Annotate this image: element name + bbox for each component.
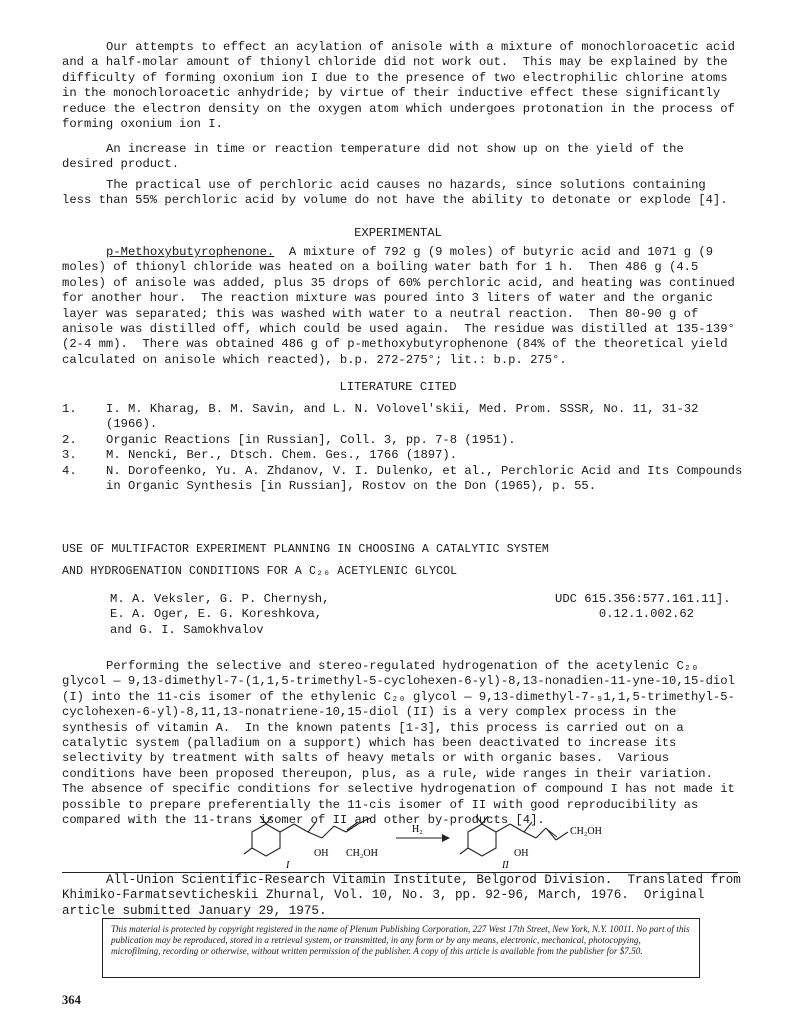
reference-text: M. Nencki, Ber., Dtsch. Chem. Ges., 1766 (1897). <box>106 448 458 462</box>
experimental-paragraph <box>62 245 742 368</box>
affiliation-footnote: All-Union Scientific-Research Vitamin Institute, Belgorod Division. Translated from Khimiko-Farmatsevticheskii Zhurnal, Vol. 10, No. 3, pp. 92-96, March, 1976. Original article submitted January 29, 1975. <box>62 873 749 918</box>
article-title-line-2: AND HYDROGENATION CONDITIONS FOR A C₂₀ ACETYLENIC GLYCOL <box>62 565 458 578</box>
article-body: Performing the selective and stereo-regulated hydrogenation of the acetylenic C₂₀ glycol — 9,13-dimethyl-7-(1,1,5-trimethyl-5-cyclohexen-6-yl)-8,13-nonadien-11-yne-10,15-diol (I) into the 11-cis isomer of the ethylenic C₂₀ glycol — 9,13-dimethyl-7-₉1,1,5-trimethyl-5-cyclohexen-6-yl)-8,11,13-nonatriene-10,15-diol (II) is a very complex process in the synthesis of vitamin A. In the known patents [1-3], this process is carried out on a catalytic system (palladium on a support) which has been deactivated to increase its selectivity by treatment with salts of heavy metals or with organic bases. Various conditions have been proposed thereupon, plus, as a rule, wide ranges in their variation. The absence of specific conditions for selective hydrogenation of compound I has not made it possible to prepare preferentially the 11-cis isomer of II with good reproducibility as compared with the 11-trans isomer of II and other by-products [4]. <box>62 659 743 828</box>
article-authors: M. A. Veksler, G. P. Chernysh, E. A. Oger, E. G. Koreshkova, and G. I. Samokhvalov <box>110 592 330 637</box>
reference-number: 2. <box>62 433 77 447</box>
compound-number-label: II <box>502 860 509 871</box>
experimental-body: A mixture of 792 g (9 moles) of butyric acid and 1071 g (9 moles) of thionyl chloride was heated on a boiling water bath for 1 h. Then 486 g (4.5 moles) of anisole was added, plus 35 drops of 60% perchloric acid, and heating was continued for another hour. The reaction mixture was poured into 3 liters of water and the organic layer was separated; this was washed with water to a neutral reaction. Then 80-90 g of anisole was distilled off, which could be used again. The residue was distilled at 135-139° (2-4 mm). There was obtained 486 g of p-methoxybutyrophenone (84% of the theoretical yield calculated on anisole which reacted), b.p. 272-275°; lit.: b.p. 275°. <box>62 245 743 367</box>
udc-code: UDC 615.356:577.161.11]. 0.12.1.002.62 <box>555 592 731 622</box>
ch2oh-label: CH₂OH <box>570 826 602 837</box>
compound-number-label: I <box>286 860 290 871</box>
page-number: 364 <box>62 993 81 1007</box>
reference-number: 3. <box>62 448 77 462</box>
intro-paragraph-1: Our attempts to effect an acylation of anisole with a mixture of monochloroacetic acid and a half-molar amount of thionyl chloride did not work out. This may be explained by the difficulty of forming oxonium ion I due to the presence of two electrophilic chlorine atoms in the monochloroacetic anhydride; by virtue of their inductive effect these significantly reduce the electron density on the oxygen atom which undergoes protonation in the process of forming oxonium ion I. <box>62 40 743 132</box>
reference-text: Organic Reactions [in Russian], Coll. 3, pp. 7-8 (1951). <box>106 433 516 447</box>
arrow-label: H₂ <box>412 824 423 835</box>
reaction-scheme <box>230 810 630 872</box>
article-title-line-1: USE OF MULTIFACTOR EXPERIMENT PLANNING IN CHOOSING A CATALYTIC SYSTEM <box>62 543 549 556</box>
compound-name: p-Methoxybutyrophenone. <box>106 245 275 259</box>
reference-text: N. Dorofeenko, Yu. A. Zhdanov, V. I. Dulenko, et al., Perchloric Acid and Its Compounds in Organic Synthesis [in Russian], Rostov on the Don (1965), p. 55. <box>106 464 750 494</box>
intro-paragraph-3: The practical use of perchloric acid causes no hazards, since solutions containing less than 55% perchloric acid by volume do not have the ability to detonate or explode [4]. <box>62 178 728 208</box>
copyright-notice: This material is protected by copyright registered in the name of Plenum Publishing Corporation, 227 West 17th Street, New York, N.Y. 10011. No part of this publication may be reproduced, stored in a retrieval system, or transmitted, in any form or by any means, electronic, mechanical, photocopying, microfilming, recording or otherwise, without written permission of the publisher. A copy of this article is available from the publisher for $7.50. <box>102 918 700 978</box>
reference-text: I. M. Kharag, B. M. Savin, and L. N. Volovel'skii, Med. Prom. SSSR, No. 11, 31-32 (1966). <box>106 402 706 432</box>
reference-number: 1. <box>62 402 77 416</box>
reference-number: 4. <box>62 464 77 478</box>
reaction-arrow <box>396 834 450 842</box>
oh-label: OH <box>314 848 329 859</box>
oh-label: OH <box>514 848 529 859</box>
literature-heading: LITERATURE CITED <box>339 380 457 394</box>
experimental-heading: EXPERIMENTAL <box>354 226 442 240</box>
intro-paragraph-2: An increase in time or reaction temperature did not show up on the yield of the desired product. <box>62 142 692 172</box>
ch2oh-label: CH₂OH <box>346 848 378 859</box>
